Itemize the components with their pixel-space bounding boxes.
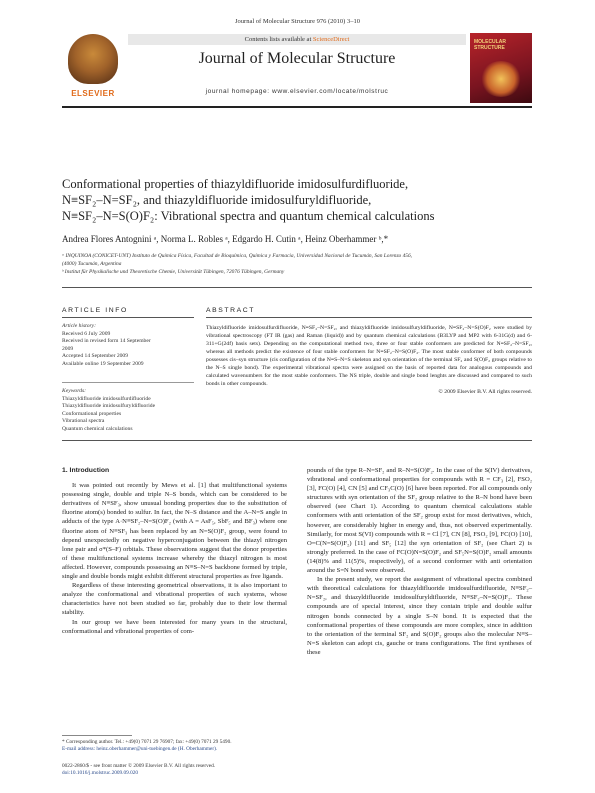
- article-info-heading: ARTICLE INFO: [62, 307, 128, 314]
- affiliation-a: ᵃ INQUINOA (CONICET-UNT) Instituto de Química Física, Facultad de Bioquímica, Química y Farmacia, Universidad Nacional de Tucumán, San Lorenzo 456,: [62, 253, 413, 259]
- article-history: [62, 323, 197, 369]
- corresponding-author: * Corresponding author. Tel.: +49(0) 7071 29 76907; fax: +49(0) 7071 29 5490.: [62, 739, 232, 745]
- keyword-item: Conformational properties: [62, 410, 122, 417]
- elsevier-tree-icon: [68, 34, 118, 84]
- author-list: Andrea Flores Antognini ᵃ, Norma L. Robles ᵃ, Edgardo H. Cutin ᵃ, Heinz Oberhammer ᵇ,*: [62, 234, 389, 244]
- journal-cover: [470, 33, 532, 103]
- history-item: Received 6 July 2009: [62, 330, 111, 337]
- intro-left-column: [62, 466, 287, 636]
- cover-title: MOLECULAR STRUCTURE: [474, 39, 506, 51]
- keyword-item: Vibrational spectra: [62, 418, 105, 425]
- sciencedirect-link[interactable]: ScienceDirect: [312, 36, 350, 43]
- page-footer: [62, 763, 362, 777]
- publisher-logo-text: ELSEVIER: [71, 89, 115, 98]
- intro-paragraph: Regardless of these interesting geometrical observations, it is also important to analyze the conformational and vibrational properties of such systems, whose characteristics have not been studied so far, probably due to their low thermal stability.: [62, 582, 287, 617]
- article-info-rule: [62, 317, 194, 318]
- intro-paragraph: In our group we have been interested for many years in the structural, conformational and vibrational properties of com-: [62, 618, 287, 635]
- body-divider: [62, 440, 532, 441]
- footer-copyright: 0022-2860/$ - see front matter © 2009 Elsevier B.V. All rights reserved.: [62, 763, 216, 769]
- intro-heading: 1. Introduction: [62, 467, 110, 474]
- contents-bar: [128, 34, 466, 45]
- title-line: N≡SF₂–N=S(O)F₂: Vibrational spectra and quantum chemical calculations: [62, 209, 435, 223]
- title-line: N≡SF₂–N=SF₂, and thiazyldifluoride imidosulfuryldifluoride,: [62, 193, 372, 207]
- contents-prefix: Contents lists available at: [244, 36, 313, 43]
- section-divider: [62, 287, 532, 288]
- author-email-link[interactable]: E-mail address: heinz.oberhammer@uni-tuebingen.de (H. Oberhammer).: [62, 746, 218, 753]
- journal-reference: Journal of Molecular Structure 976 (2010) 3–10: [235, 18, 360, 25]
- article-title: [62, 176, 542, 224]
- journal-homepage[interactable]: journal homepage: www.elsevier.com/locate/molstruc: [205, 88, 389, 95]
- keyword-item: Thiazyldifluoride imidosulfuryldifluoride: [62, 403, 156, 410]
- keyword-item: Quantum chemical calculations: [62, 425, 133, 432]
- keywords: [62, 388, 197, 434]
- doi-link[interactable]: doi:10.1016/j.molstruc.2009.09.020: [62, 770, 139, 777]
- intro-paragraph: In the present study, we report the assignment of vibrational spectra combined with theoretical calculations for thiazyldifluoride imidosulfurdifluoride, N≡SF₂–N=SF₂, and thiazyldifluoride imidosulfuryldifluoride, N≡SF₂–N=S(O)F₂. These compounds are of special interest, since they contain triple and double sulfur nitrogen bonds connected by a single S–N bond. It is expected that the conformational properties of these compounds are more complex, since in addition to the orientation of the terminal SF₂ and S(O)F₂ groups also the molecular N≡S–N=S skeleton can adopt cis, gauche or trans configurations. The first syntheses of these: [307, 576, 532, 656]
- history-item: Received in revised form 14 September: [62, 338, 151, 345]
- abstract-heading: ABSTRACT: [206, 307, 256, 314]
- cover-image-icon: [480, 61, 522, 97]
- elsevier-logo: [62, 34, 124, 98]
- history-item: 2009: [62, 345, 74, 352]
- abstract-copyright: © 2009 Elsevier B.V. All rights reserved.: [438, 389, 532, 395]
- footnote-rule: [62, 735, 132, 736]
- footnote: [62, 739, 287, 753]
- intro-paragraph: It was pointed out recently by Mews et al. [1] that multifunctional systems possessing single, double and triple N–S bonds, which can be considered to be derivatives of N≡SF₃, show unusual bonding properties due to the substitution of fluorine atom(s) bonded to sulfur. In fact, the N–S distance and the A–N=S angle in adducts of the type A·N≡SF₂–N=S(O)F₂ (with A = AsF₅, SbF₅ and BF₃) where one fluorine atom of N≡SF₃ has been replaced by an N=S(O)F₂ group, were found to depend unexpectedly on negative hyperconjugation between the thiazyl nitrogen lone pair and σ*(S–F) orbitals. These observations suggest that the donor properties of these multifunctional systems increase whereby the thiazyl nitrogen is most affected. However, compounds possessing an N≡S–N=S backbone formed by triple, single and double bonds might exhibit different structural properties as free ligands.: [62, 482, 287, 581]
- history-item: Accepted 14 September 2009: [62, 353, 129, 360]
- intro-paragraph: pounds of the type R–N=SF₂ and R–N=S(O)F₂. In the case of the S(IV) derivatives, vibrational and conformational properties for compounds with R = CF₃ [2], FSO₂ [3], FC(O) [4], CN [5] and CF₃C(O) [6] have been reported. For all compounds only structures with syn orientation of the SF₂ group relative to the R–N bond have been observed (see Chart 1). According to quantum chemical calculations stable conformers with anti orientation of the SF₂ group exist for most derivatives, which, however, are considerably higher in energy and, thus, not observed experimentally. Similarly, for most S(VI) compounds with R = Cl [7], CN [8], FSO₂ [9], FC(O) [10], O=C(N=S(O)F₂) [11] and SF₅ [12] the syn orientation of SF₂ (see Chart 2) is strongly preferred. In the case of FC(O)N=S(O)F₂ and SF₅N=S(O)F₂ small amounts (14(8)% and 11(5)%, respectively), of a second conformer with anti orientation around the S=N bond were observed.: [307, 467, 532, 575]
- title-line: Conformational properties of thiazyldifluoride imidosulfurdifluoride,: [62, 177, 409, 191]
- intro-right-column: [307, 466, 532, 657]
- affiliation-b: ᵇ Institut für Physikalische und Theoretische Chemie, Universität Tübingen, 72076 Tübingen, Germany: [62, 269, 285, 275]
- keywords-label: Keywords:: [62, 388, 87, 394]
- affiliation-a-city: (4000) Tucumán, Argentina: [62, 261, 122, 267]
- abstract-rule: [206, 317, 532, 318]
- keywords-rule: [62, 382, 194, 383]
- abstract-body: [206, 324, 532, 396]
- header-divider: [62, 106, 532, 108]
- journal-title: Journal of Molecular Structure: [198, 50, 396, 67]
- keyword-item: Thiazyldifluoride imidosulfurdifluoride: [62, 395, 151, 402]
- history-item: Available online 19 September 2009: [62, 360, 144, 367]
- abstract-text: Thiazyldifluoride imidosulfurdifluoride, N≡SF₂–N=SF₂, and thiazyldifluoride imidosulfuryldifluoride, N≡SF₂–N=S(O)F₂ were studied by vibrational spectroscopy (FT IR (gas) and Raman (liquid)) and by quantum chemical calculations (B3LYP and MP2 with 6-31G(d) and 6-311+G(2df) basis sets). Depending on the computational method two, three or four stable conformers are predicted for N≡SF₂–N=SF₂, whereas all methods predict the existence of four stable conformers for N≡SF₂–N=S(O)F₂. The most stable conformer of both compounds possesses cis–syn structure (cis configuration of the N≡S–N=S skeleton and syn orientation of the terminal SF₂ and S(O)F₂ groups relative to the N–S single bond). The experimental vibrational spectra were assigned on the basis of reported data for analogous compounds and calculated wavenumbers for the most stable conformers. The NS triple, double and single bond lenghts are discussed and compared to such bonds in other compounds.: [206, 325, 532, 387]
- history-label: Article history:: [62, 323, 97, 329]
